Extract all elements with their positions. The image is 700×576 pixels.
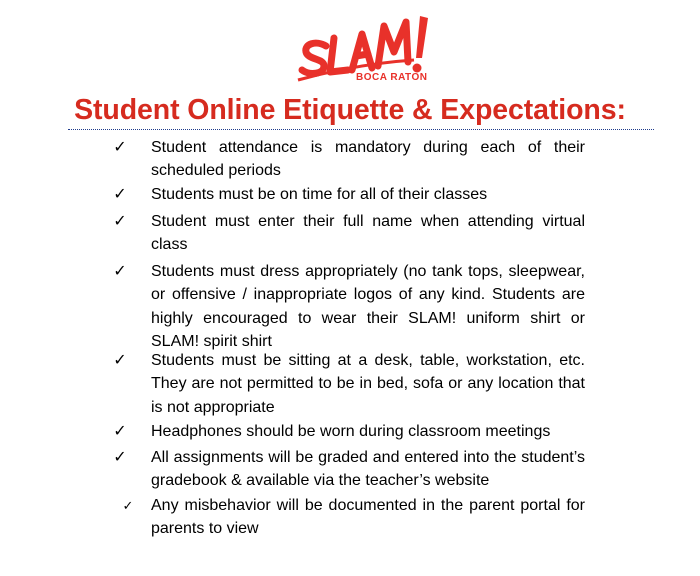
list-item-text: Any misbehavior will be documented in the parent portal for parents to view (151, 497, 585, 538)
list-item-text: Student attendance is mandatory during each of their scheduled periods (151, 139, 585, 180)
checkmark-icon: ✓ (122, 498, 134, 513)
checkmark-icon: ✓ (113, 186, 127, 203)
list-item-text: Students must dress appropriately (no tank tops, sleepwear, or offensive / inappropriate logos of any kind. Students are highly encouraged to wear their SLAM! uniform shirt or SLAM! spirit shirt (151, 263, 585, 351)
checkmark-icon: ✓ (113, 352, 127, 369)
checkmark-icon: ✓ (113, 213, 127, 230)
checkmark-icon: ✓ (113, 139, 127, 156)
checkmark-icon: ✓ (113, 449, 127, 466)
list-item-text: Student must enter their full name when attending virtual class (151, 213, 585, 254)
checkmark-icon: ✓ (113, 423, 127, 440)
logo-subtitle: BOCA RATON (356, 72, 428, 83)
checkmark-icon: ✓ (113, 263, 127, 280)
list-item-text: All assignments will be graded and entered into the student’s gradebook & available via the teacher’s website (151, 449, 585, 490)
list-item-text: Students must be sitting at a desk, table, workstation, etc. They are not permitted to be in bed, sofa or any location that is not appropriate (151, 352, 585, 416)
list-item-text: Headphones should be worn during classroom meetings (151, 423, 551, 440)
page-title: Student Online Etiquette & Expectations: (74, 94, 626, 126)
list-item-text: Students must be on time for all of their classes (151, 186, 488, 203)
